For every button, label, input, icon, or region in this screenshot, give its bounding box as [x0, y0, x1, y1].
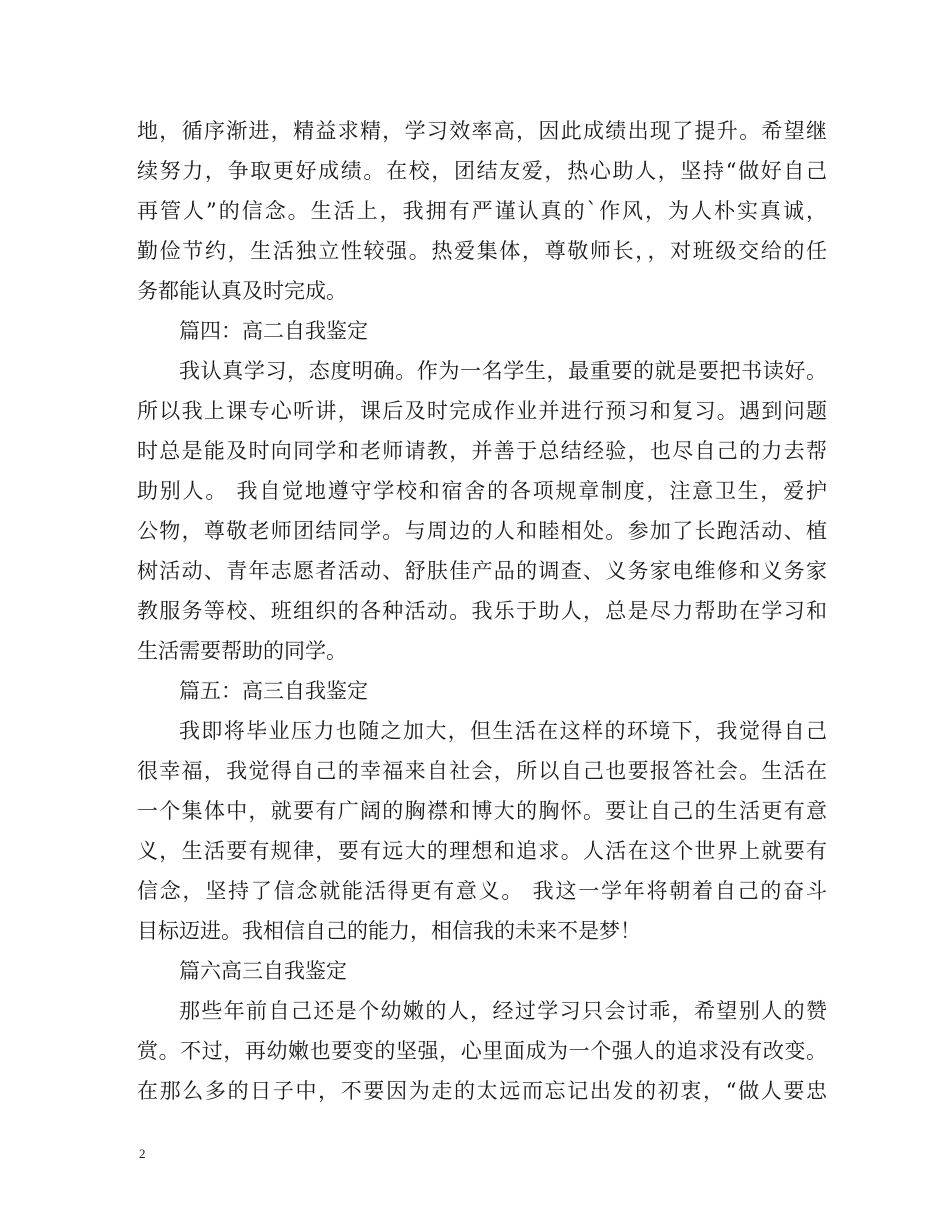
body-text-line: 我即将毕业压力也随之加大，但生活在这样的环境下，我觉得自己: [179, 719, 827, 743]
body-text-line: 公物，尊敬老师团结同学。与周边的人和睦相处。参加了长跑活动、植: [137, 519, 827, 543]
body-text-line: 信念，坚持了信念就能活得更有意义。 我这一学年将朝着自己的奋斗: [137, 879, 827, 903]
body-text-line: 树活动、青年志愿者活动、舒肤佳产品的调查、义务家电维修和义务家: [137, 559, 827, 583]
body-text-line: 赏。不过，再幼嫩也要变的坚强，心里面成为一个强人的追求没有改变。: [137, 1039, 827, 1063]
body-text-line: 很幸福，我觉得自己的幸福来自社会，所以自己也要报答社会。生活在: [137, 759, 827, 783]
section-heading: 篇四：高二自我鉴定: [179, 319, 368, 343]
body-text-line: 在那么多的日子中，不要因为走的太远而忘记出发的初衷，“做人要忠: [137, 1079, 827, 1103]
body-text-line: 目标迈进。我相信自己的能力，相信我的未来不是梦！: [137, 919, 641, 943]
body-text-line: 生活需要帮助的同学。: [137, 639, 347, 663]
body-text-line: 地，循序渐进，精益求精，学习效率高，因此成绩出现了提升。希望继: [137, 119, 827, 143]
body-text-line: 所以我上课专心听讲，课后及时完成作业并进行预习和复习。遇到问题: [137, 399, 827, 423]
page-number: 2: [139, 1146, 146, 1161]
body-text-line: 勤俭节约，生活独立性较强。热爱集体，尊敬师长，，对班级交给的任: [137, 239, 827, 263]
body-text-line: 那些年前自己还是个幼嫩的人，经过学习只会讨乖，希望别人的赞: [179, 999, 827, 1023]
body-text-line: 助别人。 我自觉地遵守学校和宿舍的各项规章制度，注意卫生，爱护: [137, 479, 827, 503]
body-text-line: 我认真学习，态度明确。作为一名学生，最重要的就是要把书读好。: [179, 359, 827, 383]
body-text-line: 再管人”的信念。生活上，我拥有严谨认真的`作风，为人朴实真诚，: [137, 199, 827, 223]
body-text-line: 时总是能及时向同学和老师请教，并善于总结经验，也尽自己的力去帮: [137, 439, 827, 463]
section-heading: 篇五：高三自我鉴定: [179, 679, 368, 703]
body-text-line: 义，生活要有规律，要有远大的理想和追求。人活在这个世界上就要有: [137, 839, 827, 863]
body-text-line: 一个集体中，就要有广阔的胸襟和博大的胸怀。要让自己的生活更有意: [137, 799, 827, 823]
section-heading: 篇六高三自我鉴定: [179, 959, 347, 983]
body-text-line: 教服务等校、班组织的各种活动。我乐于助人，总是尽力帮助在学习和: [137, 599, 827, 623]
body-text-line: 务都能认真及时完成。: [137, 279, 347, 303]
body-text-line: 续努力，争取更好成绩。在校，团结友爱，热心助人，坚持“做好自己: [137, 159, 827, 183]
